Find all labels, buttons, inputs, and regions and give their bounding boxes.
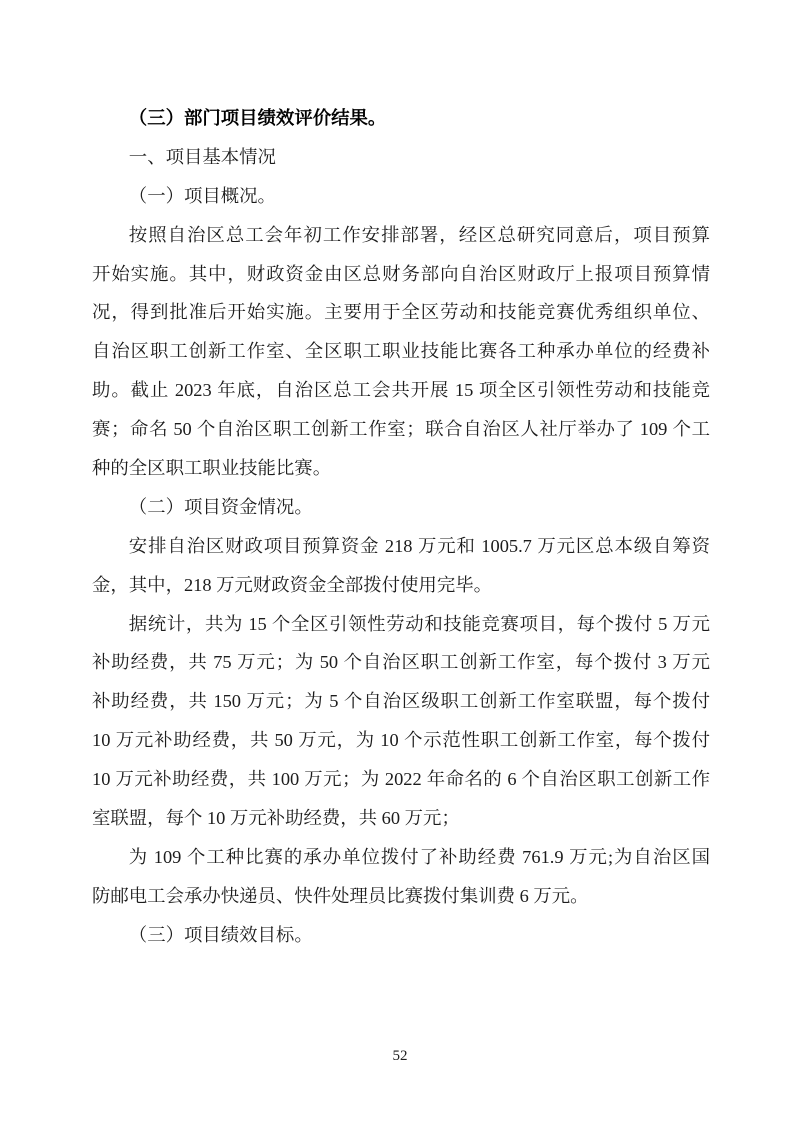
text-line: 补助经费，共 150 万元；为 5 个自治区级职工创新工作室联盟，每个拨付 — [92, 691, 710, 712]
text-line: 赛；命名 50 个自治区职工创新工作室；联合自治区人社厅举办了 109 个工 — [92, 419, 710, 440]
text-line: 10 万元补助经费，共 50 万元，为 10 个示范性职工创新工作室，每个拨付 — [92, 730, 710, 751]
text-line: 按照自治区总工会年初工作安排部署，经区总研究同意后，项目预算 — [128, 224, 710, 245]
text-line: 为 109 个工种比赛的承办单位拨付了补助经费 761.9 万元;为自治区国 — [128, 846, 710, 867]
document-body — [92, 99, 710, 955]
heading-project-funds — [92, 488, 710, 527]
text-line: 一、项目基本情况 — [128, 146, 276, 167]
text-line: （三）部门项目绩效评价结果。 — [128, 108, 387, 128]
text-line: 据统计，共为 15 个全区引领性劳动和技能竞赛项目，每个拨付 5 万元 — [128, 613, 710, 634]
heading-project-basic-info — [92, 138, 710, 177]
heading-project-overview — [92, 177, 710, 216]
text-line: 况，得到批准后开始实施。主要用于全区劳动和技能竞赛优秀组织单位、 — [92, 302, 710, 323]
page-footer — [0, 1046, 800, 1066]
text-line: （一）项目概况。 — [128, 185, 276, 206]
para-funds-arrangement — [92, 527, 710, 605]
text-line: 金，其中，218 万元财政资金全部拨付使用完毕。 — [92, 574, 492, 595]
text-line: （三）项目绩效目标。 — [128, 924, 313, 945]
text-line: 助。截止 2023 年底，自治区总工会共开展 15 项全区引领性劳动和技能竞 — [92, 380, 710, 401]
text-line: （二）项目资金情况。 — [128, 496, 313, 517]
text-line: 10 万元补助经费，共 100 万元；为 2022 年命名的 6 个自治区职工创新工作 — [92, 769, 710, 790]
heading-performance-goals — [92, 916, 710, 955]
section-heading-dept-project-evaluation-results — [92, 99, 710, 138]
text-line: 自治区职工创新工作室、全区职工职业技能比赛各工种承办单位的经费补 — [92, 341, 710, 362]
page-number: 52 — [392, 1048, 408, 1064]
text-line: 防邮电工会承办快递员、快件处理员比赛拨付集训费 6 万元。 — [92, 885, 589, 906]
para-competition-subsidies — [92, 838, 710, 916]
text-line: 种的全区职工职业技能比赛。 — [92, 458, 332, 479]
text-line: 开始实施。其中，财政资金由区总财务部向自治区财政厅上报项目预算情 — [92, 263, 710, 284]
text-line: 室联盟，每个 10 万元补助经费，共 60 万元； — [92, 808, 460, 829]
text-line: 安排自治区财政项目预算资金 218 万元和 1005.7 万元区总本级自筹资 — [128, 535, 710, 556]
text-line: 补助经费，共 75 万元；为 50 个自治区职工创新工作室，每个拨付 3 万元 — [92, 652, 710, 673]
para-project-overview — [92, 216, 710, 488]
para-funds-statistics — [92, 605, 710, 838]
